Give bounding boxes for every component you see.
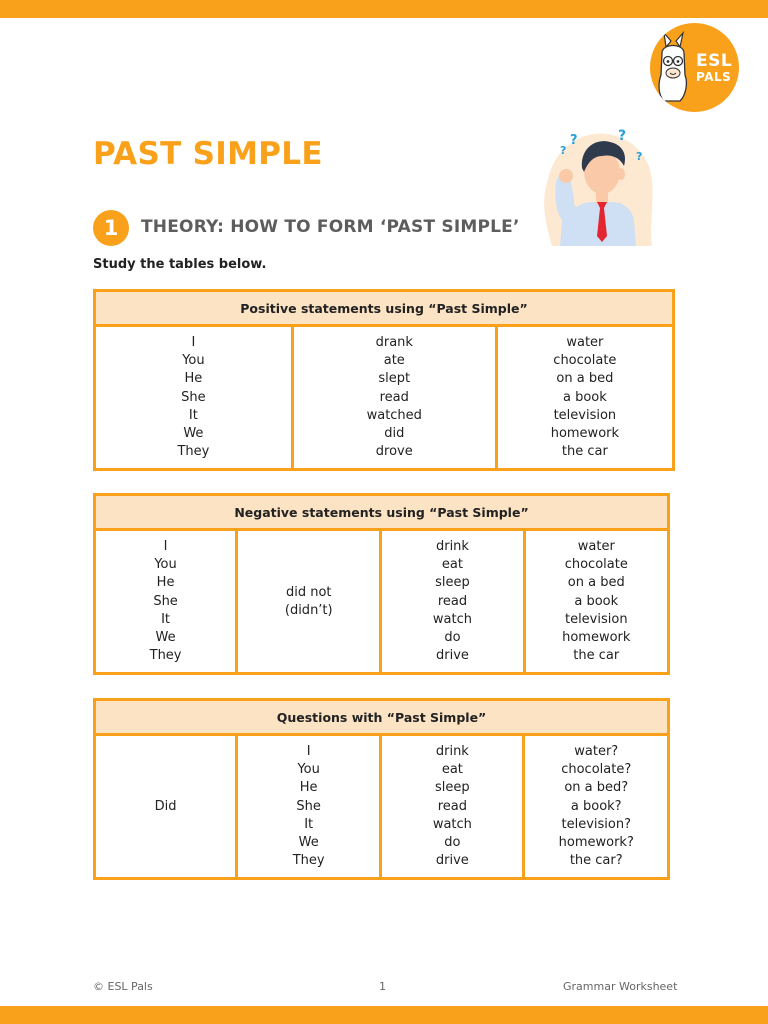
verb-cell: did <box>384 426 405 442</box>
verb-cell: do <box>444 630 461 646</box>
verb-cell: eat <box>441 762 463 778</box>
question-mark-icon: ? <box>560 144 567 157</box>
page-title: PAST SIMPLE <box>93 136 323 172</box>
logo-text-esl: ESL <box>696 51 733 71</box>
objects-column <box>496 326 673 470</box>
verbs-column <box>381 735 524 879</box>
subject-cell: She <box>153 593 178 609</box>
object-cell: chocolate <box>564 557 628 573</box>
object-cell: the car <box>561 444 608 460</box>
questions-table <box>93 698 670 880</box>
section-number-badge: 1 <box>93 210 129 246</box>
subject-cell: She <box>181 389 206 405</box>
verb-cell: read <box>379 389 409 405</box>
footer-copyright: © ESL Pals <box>93 980 153 993</box>
subject-cell: I <box>306 744 311 759</box>
bottom-accent-bar <box>0 1006 768 1024</box>
table-header: Negative statements using “Past Simple” <box>95 495 669 530</box>
subject-cell: We <box>298 835 319 851</box>
object-cell: water? <box>574 744 619 759</box>
objects-column <box>524 735 669 879</box>
object-cell: chocolate? <box>561 762 632 778</box>
object-cell: homework <box>562 630 631 646</box>
verb-cell: read <box>437 798 467 814</box>
subject-cell: She <box>296 798 321 814</box>
subject-cell: You <box>182 353 205 369</box>
subject-cell: You <box>154 557 177 573</box>
verb-cell: drive <box>435 853 469 869</box>
verb-cell: drove <box>375 444 413 460</box>
table-header: Positive statements using “Past Simple” <box>95 291 674 326</box>
section-title: THEORY: HOW TO FORM ‘PAST SIMPLE’ <box>141 217 520 237</box>
object-cell: on a bed <box>556 371 614 387</box>
verb-cell: ate <box>383 353 405 369</box>
question-mark-icon: ? <box>570 133 578 148</box>
table-header: Questions with “Past Simple” <box>95 700 669 735</box>
subject-cell: We <box>183 426 204 442</box>
subject-cell: You <box>297 762 320 778</box>
question-mark-icon: ? <box>618 128 627 144</box>
object-cell: television <box>564 611 628 627</box>
object-cell: on a bed <box>567 575 625 591</box>
question-mark-icon: ? <box>636 150 643 163</box>
subject-cell: It <box>188 407 198 423</box>
positive-statements-table <box>93 289 675 471</box>
subject-cell: I <box>191 335 196 350</box>
subject-cell: I <box>163 539 168 554</box>
object-cell: television <box>553 407 617 423</box>
subjects-column <box>95 326 293 470</box>
subject-cell: They <box>292 853 325 869</box>
verb-cell: drink <box>435 539 469 554</box>
object-cell: the car? <box>569 853 623 869</box>
auxiliary-cell: did not <box>285 584 332 600</box>
object-cell: chocolate <box>553 353 617 369</box>
subject-cell: They <box>177 444 210 460</box>
object-cell: water <box>577 539 615 554</box>
footer-page-number: 1 <box>379 980 386 993</box>
verb-cell: do <box>444 835 461 851</box>
verb-cell: sleep <box>435 575 470 591</box>
subject-cell: He <box>299 780 318 796</box>
subject-cell: It <box>161 611 171 627</box>
auxiliary-column <box>95 735 237 879</box>
object-cell: a book <box>562 389 607 405</box>
object-cell: homework? <box>558 835 634 851</box>
verb-cell: read <box>437 593 468 609</box>
footer-label: Grammar Worksheet <box>563 980 678 993</box>
logo-text-pals: PALS <box>696 70 732 84</box>
auxiliary-column <box>237 530 381 674</box>
auxiliary-cell: (didn’t) <box>284 602 333 618</box>
object-cell: on a bed? <box>564 780 629 796</box>
subjects-column <box>237 735 381 879</box>
verb-cell: drive <box>436 648 469 664</box>
verb-cell: watch <box>432 611 472 627</box>
objects-column <box>524 530 668 674</box>
object-cell: the car <box>573 648 620 664</box>
object-cell: water <box>566 335 604 350</box>
verbs-column <box>292 326 496 470</box>
verb-cell: drank <box>375 335 413 350</box>
verb-cell: eat <box>441 557 463 573</box>
auxiliary-cell: Did <box>154 798 177 814</box>
verbs-column <box>381 530 524 674</box>
subject-cell: We <box>155 630 176 646</box>
subject-cell: He <box>184 371 203 387</box>
esl-pals-logo <box>650 23 739 112</box>
negative-statements-table <box>93 493 670 675</box>
subject-cell: He <box>156 575 175 591</box>
subject-cell: It <box>304 816 314 832</box>
object-cell: a book? <box>570 798 622 814</box>
object-cell: television? <box>561 816 631 832</box>
verb-cell: watched <box>366 407 422 423</box>
subjects-column <box>95 530 237 674</box>
object-cell: homework <box>550 426 620 442</box>
object-cell: a book <box>574 593 619 609</box>
verb-cell: drink <box>435 744 469 759</box>
verb-cell: watch <box>432 816 472 832</box>
top-accent-bar <box>0 0 768 18</box>
instruction-text: Study the tables below. <box>93 257 267 272</box>
verb-cell: slept <box>378 371 411 387</box>
confused-man-icon <box>540 124 658 246</box>
subject-cell: They <box>149 648 182 664</box>
confused-man-illustration <box>540 124 658 246</box>
verb-cell: sleep <box>435 780 470 796</box>
